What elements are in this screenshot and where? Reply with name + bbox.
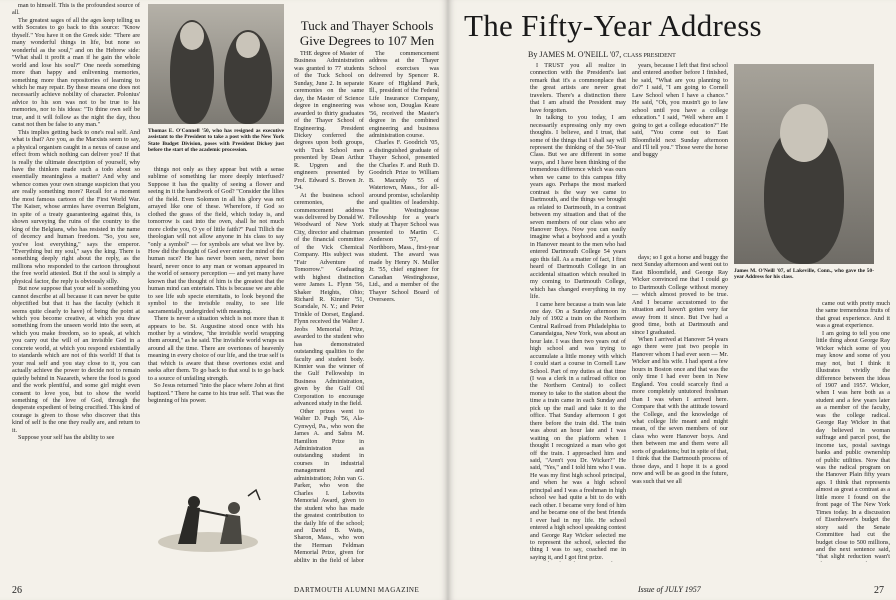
paragraph: The commencement address at the Thayer School exercises was delivered by Spencer R. Keare of Highland Park, Ill., president of the Federal Life Insurance Company, whose son, Douglas Keare '56, received the Master's degree in the combined engineering and business administration course. bbox=[369, 50, 439, 139]
byline-role: CLASS PRESIDENT bbox=[623, 53, 676, 59]
right-column-2-continued bbox=[632, 254, 728, 562]
portrait-caption: James M. O'Neill '07, of Lakeville, Conn., who gave the 50-year Address for his class. bbox=[734, 268, 874, 281]
paragraph: I TRUST you all realize in connection with the President's last remark that it's a commonplace that the great artists are never great travelers. There's a distinction there that I am afraid the President may have forgotten. bbox=[530, 62, 626, 114]
paragraph: There is never a situation which is not more than it appears to be. St. Augustine stood once with his mother by a window, "the invisible world wrapping them around," as he said. The invisible world wraps us around all the time. There are overtones of heavenly meaning in every choice of our life, and the true self is that which is aware that these overtones exist and seeks after them. To go back to that soul is to go back to a source of unfailing strength. bbox=[148, 315, 284, 382]
paragraph: So Jesus returned "into the place where John at first baptized." There he came to his true self. That was the beginning of his power. bbox=[148, 382, 284, 405]
paragraph: came out with pretty much the same tremendous fruits of that great experience. And it was a great experience. bbox=[816, 300, 890, 330]
byline bbox=[528, 50, 676, 59]
paragraph: But now suppose that your self is something you cannot describe at all because it can never be quite objectified but that it has the faculty (which it seems quite clearly to have) of being the point at which you become creative, at which you draw something from the unseen world into the seen, at which you make freedom, so to speak, at which you carry out the will of an invisible God in a concrete world, at which you respond existentially to standards which are not of this world! If that is your real self and you stay close to it, you can actually achieve the power to decide not to remain quietly behind in Nazareth, where the food is good and the work plentiful, and some girl might even consent to love you, but to show the world something of the love of God, through the desperate expedient of being crucified. This kind of courage is given to those who discover that this kind of self is the one they really are, and return to it. bbox=[12, 285, 140, 434]
magazine-footer: DARTMOUTH ALUMNI MAGAZINE bbox=[294, 586, 420, 594]
byline-prefix: By bbox=[528, 50, 538, 59]
right-page bbox=[448, 0, 896, 600]
paragraph bbox=[530, 561, 626, 562]
paragraph: things not only as they appear but with a sense sublime of something far more deeply interfused? Suppose it has the quality of seeing a flower and seeing in it the handiwork of God? "Consider the lilies of the field. Even Solomon in all his glory was not arrayed like one of these. Wherefore, if God so clothed the grass of the field, which today is, and tomorrow is cast into the oven, shall he not much more clothe you, O ye of little faith?" Paul Tillich the theologian will not allow anyone in his class to say "only a symbol" — for symbols are what we live by. How did the thought of God ever enter the mind of the human race? He has never been seen, never been heard, never once to any man or woman appeared in the world of sensory perception — and yet many have known that the thought of him is the greatest that the human mind can entertain. This is because we are able to see life sub specie eternitatis, to look beyond the symbol to the invisible reality, to see life sacramentally, undergirded with meaning. bbox=[148, 166, 284, 315]
photo-caption: Thomas E. O'Connell '50, who has resigned as executive assistant to the President to take a post with the New York State Budget Division, poses with President Dickey just before the start of the academic procession. bbox=[148, 128, 284, 154]
baptism-sketch bbox=[148, 486, 284, 560]
right-column-4 bbox=[816, 300, 890, 562]
paragraph: years, because I left that first school and entered another before I finished, he said, "What are you planning to do?" I said, "I am going to Cornell Law School when I have a chance." He said, "Oh, you mustn't go to law school until you have a college education." I said, "Well where am I going to get a college education?" He said, "You come out to East Bloomfield next Sunday afternoon and I'll tell you." Those were the horse and buggy bbox=[632, 62, 728, 159]
page-number-left: 26 bbox=[12, 585, 22, 596]
paragraph: Suppose your self has the ability to see bbox=[18, 434, 115, 442]
paragraph: The greatest sages of all the ages keep telling us with Socrates to go back to this source: "Know thyself." You have it on the Greek side: "There are many wonderful things in life, but none so wonderful as the soul," and on the Hebrew side: "What shall it profit a man if he gain the whole world and lose his soul?" One needs something more than happy and enlivening memories, something more than repositories of learning to which he may repair. By these means one does not necessarily achieve nobility of character. Polonius' advice to his son was not to be true to his memories, nor to his ideas: "To thine own self be true, and it will follow as the night the day, thou canst not then be false to any man." bbox=[12, 16, 140, 129]
paragraph: This implies getting back to one's real self. And what is that? Are you, as the Marxists seem to say, a physical organism caught in a nexus of cause and effect from which nothing can deliver you? If that is really the ultimate description of yourself, why have the thinkers made such a todo about so essentially meaningless a matter? And why and whence comes your own strange suspicion that you are really something more? Recall for a moment the most famous cartoon of the First World War. The Kaiser, whose armies have overrun Belgium, in spite of a treaty guaranteeing against this, is shown surveying the ruins of the country to the king of the Belgians, who has resisted in the name of decency and human freedom. "So, you see, you've lost everything," says the emperor. "Everything but my soul," says the king. There is something deeply right about the reply, as the millions who responded to the cartoon throughout the free world attested. But if the soul is simply a physical factor, the reply is obviously silly. bbox=[12, 128, 140, 285]
paragraph: When I arrived at Hanover 54 years ago there were just two people in Hanover whom I had ever seen — Mr. Wicker and his wife. I had spent a few hours in Boston once and that was the only time I had ever been in New England. You could scarcely find a more completely untutored freshman than I was when I arrived here. Compare that with the attitude toward the College, and the knowledge of what college life meant and might mean, of the seven members of our class who were Hanover boys. And then between me and them were all sorts of gradations; but in spite of that, I think that the Dartmouth process of those days, and I hope it is a good now and will be as good in the future, was such that we all bbox=[632, 335, 728, 485]
article-title: The Fifty-Year Address bbox=[464, 8, 762, 43]
paragraph: Other prizes went to Walter D. Pugh '56, Ala-Cynwyd, Pa., who won the James A. and Sabra M. Hamilton Prize in Administration as outstanding student in courses in industrial management and administration; John van G. Parker, who won the Charles I. Lebovits Memorial Award, given to the student who has made the greatest contribution to the daily life of the school; and David B. Watts, Sharon, Mass., who won the Herman Feldman Memorial Prize, given for ability in the field of labor bbox=[294, 407, 364, 562]
paragraph: man to himself. This is the profoundest source of all. bbox=[12, 2, 140, 17]
paragraph: days; so I got a horse and buggy the next Sunday afternoon and went out to East Bloomfield, and George Ray Wicker convinced me that I could go to Dartmouth College without money — which almost proved to be true. And I became accustomed to the situation and haven't gotten very far away from it since. But I've had a good time, both at Dartmouth and since I graduated. bbox=[632, 254, 728, 336]
paragraph: I am going to tell you one little thing about George Ray Wicker which some of you may know and some of you may not, but I think it illustrates vividly the difference between the ideas of 1907 and 1957. Wicker, when I was here both as a student and a few years later as a member of the faculty, was the college radical. George Ray Wicker in that day believed in woman suffrage and parcel post, the income tax, postal savings banks and public ownership of public utilities. Now that was the radical program on the Hanover Plain fifty years ago. I think that represents almost as great a contrast as a little more I found on the front page of The New York Times today. In a discussion of Eisenhower's budget the story said the Senate Committee had cut the budget close to 500 millions, and the next sentence said, "that slight reduction wasn't bbox=[816, 329, 890, 561]
left-column-1 bbox=[12, 2, 140, 562]
left-column-4 bbox=[369, 50, 439, 562]
left-column-2 bbox=[148, 166, 284, 480]
oneill-portrait-photo bbox=[734, 64, 874, 264]
issue-footer: Issue of JULY 1957 bbox=[638, 585, 701, 594]
paragraph: In talking to you today, I am necessarily expressing only my own thoughts. I believe, and I trust, that some of the things that I shall say will represent the thinking of the 50-Year Class. But we are different in some ways, and I have been thinking of the tremendous difference which was ours when we came to this campus fifty years ago. Perhaps the most marked contrast is the way we came to Dartmouth, and the things we brought as related to Dartmouth, in a contrast between my situation and that of the seven members of our class who are Hanover Boys. Now you can easily imagine what a boyhood and a youth in Hanover meant to the men who had entered Dartmouth College 54 years ago this fall. As a matter of fact, I first heard of Dartmouth College in an accidental situation which resulted in my coming to Dartmouth College, which has changed everything in my life. bbox=[530, 114, 626, 301]
oconnell-dickey-photo bbox=[148, 4, 284, 124]
page-number-right: 27 bbox=[874, 585, 884, 596]
right-column-1 bbox=[530, 62, 626, 562]
byline-name: JAMES M. O'NEILL '07, bbox=[539, 50, 622, 59]
right-column-2 bbox=[632, 62, 728, 250]
paragraph: Charles F. Goodrich '05, a distinguished graduate of Thayer School, presented the Charles F. and Ruth D. Goodrich Prize to William B. Macurdy '55 of Watertown, Mass., for all-around promise, scholarship and qualities of leadership. The Westinghouse Fellowship for a year's study at Thayer School was presented to Martin C. Anderson '57, of Northboro, Mass., first-year student. The award was made by Henry N. Muller Jr. '55, chief engineer for Canadian Westinghouse, Ltd., and a member of the Thayer School Board of Overseers. bbox=[369, 139, 439, 303]
paragraph: THE degree of Master of Business Administration was granted to 77 students of the Tuck School on Sunday, June 2. In separate ceremonies on the same day, the Master of Science degree in engineering was awarded to thirty graduates of the Thayer School of Engineering. President Dickey conferred the degrees upon both groups, with Tuck School men presented by Dean Arthur R. Upgren and the engineers presented by Prof. Edward S. Brown Jr. '34. bbox=[294, 50, 364, 192]
paragraph: At the business school ceremonies, the commencement address was delivered by Donald W. Woodward of New York City, director and chairman of the financial committee of the Vick Chemical Company. His subject was "Fair Adventure of Tomorrow." Graduating with highest distinction were James L. Flynn '56, Shaker Heights, Ohio; Richard R. Kinnier '51, Scarsdale, N. Y.; and Peter Trinkle of Dorset, England. Flynn received the Walter J. Jeobs Memorial Prize, awarded to the student who has demonstrated outstanding qualities to the faculty and student body. Kinnier was the winner of the Gulf Fellowship in Business Administration, given by the Gulf Oil Corporation to encourage advanced study in the field. bbox=[294, 191, 364, 408]
paragraph: I came here because a train was late one day. On a Sunday afternoon in July of 1902 a train on the Northern Central Railroad from Philadelphia to Canandaigua, New York, was about an hour late. I was then two years out of high school and was trying to accumulate a little money with which I could start a course in Cornell Law School. Part of my duties at that time (I was a clerk in a railroad office on the Northern Central) to collect money to take to the station about the time a train came in each Sunday and pick up the mail and take it to the office. That Sunday afternoon I got there before the train did. The train was about an hour late and I was waiting on the platform when I thought I recognized a man who got off the train. I approached him and said, "Aren't you Dr. Wicker?" He said, "Yes," and I told him who I was. He was my first high school principal, and when he was a high school principal and I was a freshman in high school we had quite a bit to do with each other. I became very fond of him and he became one of the best friends I ever had in my life. He school entered a high school speaking contest and George Ray Wicker selected me to represent the school, selected the thing I was to say, coached me in saying it, and I got first prize. bbox=[530, 300, 626, 561]
left-column-3 bbox=[294, 50, 364, 562]
tuck-thayer-headline: Tuck and Thayer Schools Give Degrees to 107 Men bbox=[299, 18, 435, 48]
